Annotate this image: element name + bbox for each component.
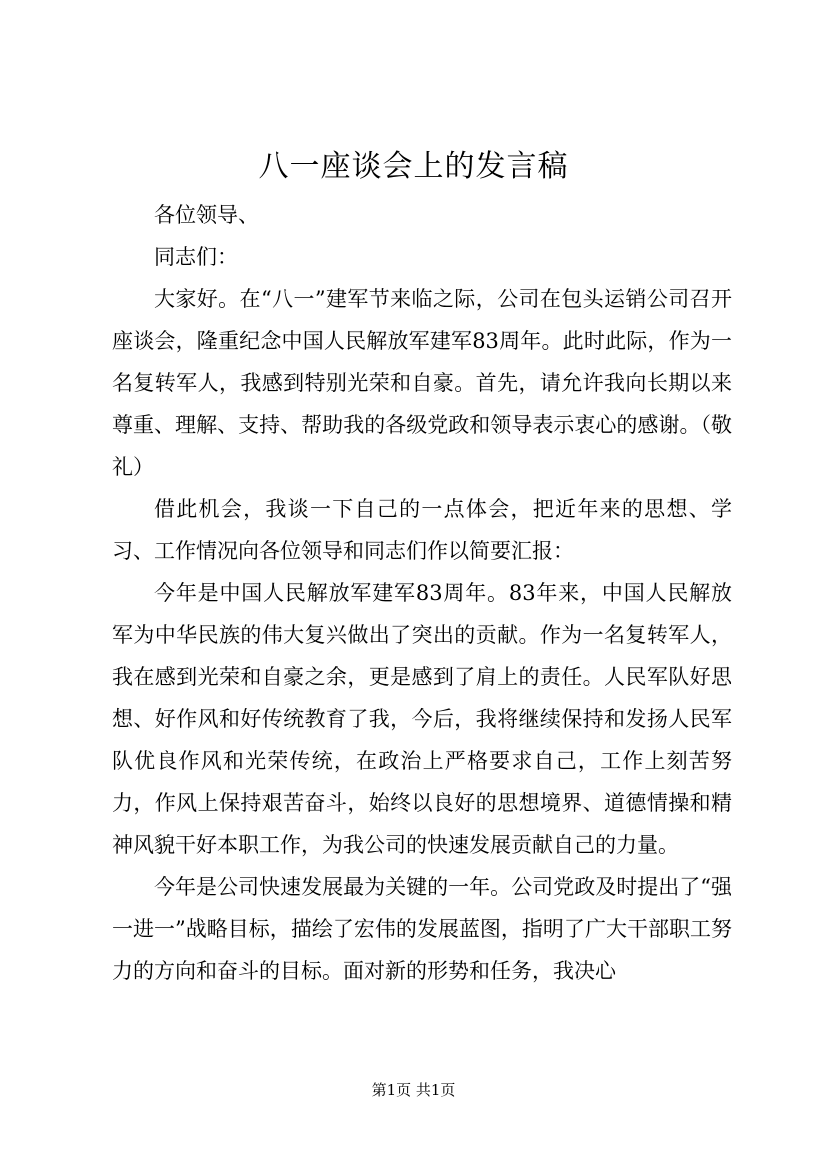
paragraph-company: 今年是公司快速发展最为关键的一年。公司党政及时提出了“强一进一”战略目标，描绘了宏伟的发展蓝图，指明了广大干部职工努力的方向和奋斗的目标。面对新的形势和任务，我决心 (112, 875, 732, 983)
paragraph-anniversary: 今年是中国人民解放军建军83周年。83年来，中国人民解放军为中华民族的伟大复兴做出了突出的贡献。作为一名复转军人，我在感到光荣和自豪之余，更是感到了肩上的责任。人民军队好思想、好作风和好传统教育了我，今后，我将继续保持和发扬人民军队优良作风和光荣传统，在政治上严格要求自己，工作上刻苦努力，作风上保持艰苦奋斗，始终以良好的思想境界、道德情操和精神风貌干好本职工作，为我公司的快速发展贡献自己的力量。 (112, 581, 732, 857)
paragraph-intro: 借此机会，我谈一下自己的一点体会，把近年来的思想、学习、工作情况向各位领导和同志们作以简要汇报： (112, 497, 732, 563)
document-title: 八一座谈会上的发言稿 (258, 149, 569, 184)
salutation-comrades: 同志们： (154, 245, 238, 269)
paragraph-greeting: 大家好。在“八一”建军节来临之际，公司在包头运销公司召开座谈会，隆重纪念中国人民解放军建军83周年。此时此际，作为一名复转军人，我感到特别光荣和自豪。首先，请允许我向长期以来尊重、理解、支持、帮助我的各级党政和领导表示衷心的感谢。（敬礼） (112, 287, 732, 479)
salutation-leaders: 各位领导、 (154, 203, 259, 227)
page-footer: 第1页 共1页 (371, 1081, 456, 1099)
document-body (112, 194, 732, 992)
